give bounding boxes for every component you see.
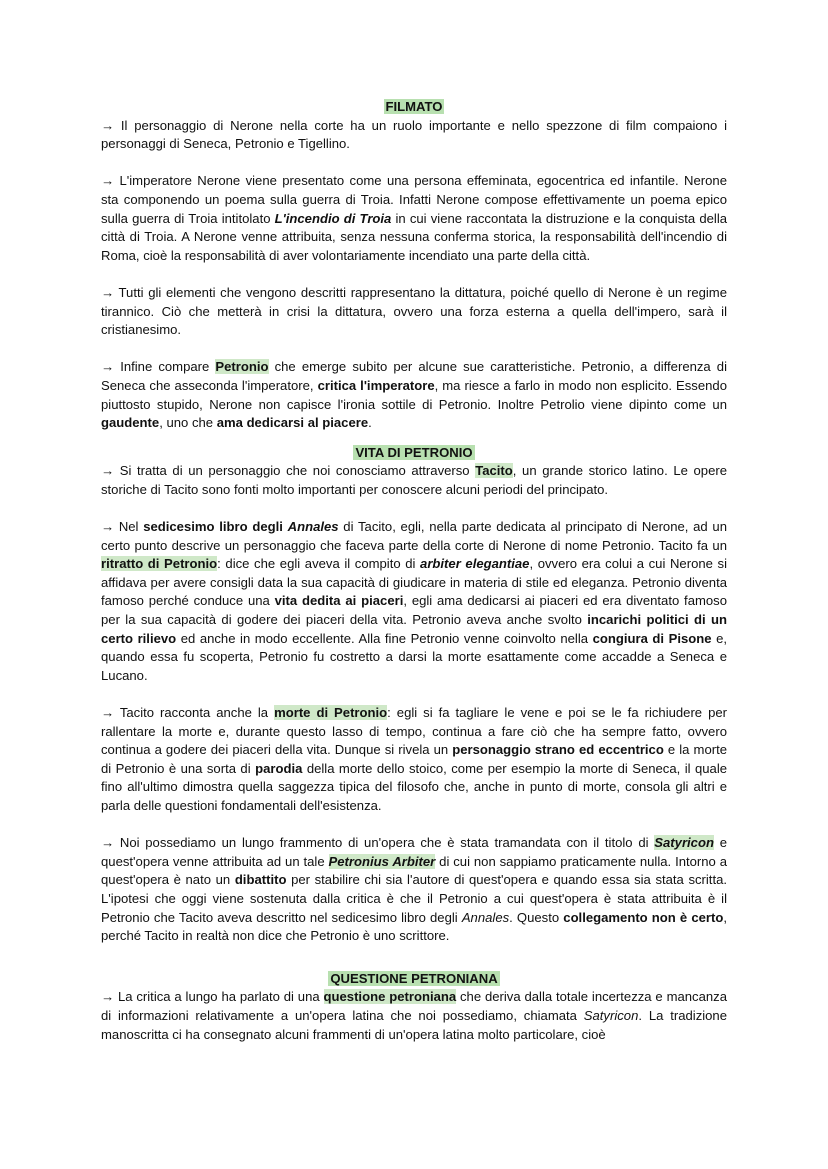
italic-work-title: Satyricon xyxy=(583,1007,639,1023)
heading-questione-text: QUESTIONE PETRONIANA xyxy=(330,970,498,986)
text-run: : egli si fa tagliare le vene e poi se le fa richiudere per rallentare la morte e, durante questo lasso di tempo, continua a fare ciò che ha sempre fatto, ovvero continua a godere dei piaceri della vita. Dunque si rivela un xyxy=(101,705,727,758)
heading-vita-text: VITA DI PETRONIO xyxy=(355,444,473,460)
bold-term: gaudente xyxy=(101,415,160,431)
text-run: , ma riesce a farlo in modo non esplicito. Essendo piuttosto stupido, Nerone non capisce l'ironia sottile di Petronio. Inoltre Petrolio viene dipinto come un xyxy=(101,377,727,412)
paragraph-vita-2 xyxy=(101,518,727,685)
highlighted-term: Tacito xyxy=(475,463,513,479)
text-run: → La critica a lungo ha parlato di una xyxy=(101,989,324,1005)
bold-term: vita dedita ai piaceri xyxy=(274,593,404,609)
bold-term: incarichi politici di un certo rilievo xyxy=(101,612,727,646)
text-run: ed anche in modo eccellente. Alla fine Petronio venne coinvolto nella xyxy=(176,630,593,646)
highlighted-work-title: Satyricon xyxy=(654,835,714,851)
highlighted-term: ritratto di Petronio xyxy=(101,556,218,572)
highlighted-name: Petronius Arbiter xyxy=(328,853,436,869)
text-run: , perché Tacito in realtà non dice che Petronio è uno scrittore. xyxy=(101,909,728,944)
text-run: → Nel xyxy=(101,519,144,535)
text-run: e la morte di Petronio è una sorta di xyxy=(101,742,728,776)
text-run: → Si tratta di un personaggio che noi conosciamo attraverso xyxy=(101,463,476,479)
bold-italic-term: arbiter elegantiae xyxy=(420,556,530,572)
text-run: . Questo xyxy=(509,909,564,925)
text-run: → Tacito racconta anche la xyxy=(101,705,275,720)
paragraph-questione-1 xyxy=(101,988,727,1044)
text-run: , un grande storico latino. Le opere storiche di Tacito sono fonti molto importanti per conoscere alcuni periodi del principato. xyxy=(101,463,728,497)
text-run: e, quando essa fu scoperta, Petronio fu costretto a darsi la morte esattamente come accadde a Seneca e Lucano. xyxy=(101,630,728,683)
text-run: in cui viene raccontata la distruzione e la conquista della città di Troia. A Nerone venne attribuita, senza nessuna conferma storica, la responsabilità dell'incendio di Roma, cioè la responsabilità di aver volontariamente incendiato una parte della città. xyxy=(101,210,728,263)
text-run: : dice che egli aveva il compito di xyxy=(217,556,421,572)
italic-work-title: Annales xyxy=(461,909,510,925)
bold-term: parodia xyxy=(255,760,303,776)
paragraph-vita-3 xyxy=(101,704,727,816)
bold-term: congiura di Pisone xyxy=(592,630,712,646)
text-run: . xyxy=(368,415,372,431)
highlighted-term: questione petroniana xyxy=(323,989,457,1005)
highlighted-term: morte di Petronio xyxy=(274,705,388,720)
document-page xyxy=(101,98,727,1044)
heading-questione-petroniana xyxy=(101,970,727,989)
text-run: della morte dello stoico, come per esempio la morte di Seneca, il quale fino all'ultimo dimostra quella saggezza tipica del filosofo che, anche in punto di morte, consola gli altri e parla delle questioni fondamentali dell'esistenza. xyxy=(101,760,728,813)
text-run: e quest'opera venne attribuita ad un tale xyxy=(101,835,727,869)
paragraph-vita-1 xyxy=(101,462,727,499)
text-run: per stabilire chi sia l'autore di quest'opera e quando essa sia stata scritta. L'ipotesi che oggi viene sostenuta dalla critica è che il Petronio a cui quest'opera è stata attribuita è il Petronio che Tacito aveva descritto nel sedicesimo libro degli xyxy=(101,872,728,925)
bold-term: dibattito xyxy=(234,872,287,888)
bold-term: ama dedicarsi al piacere xyxy=(216,415,369,431)
text-run: . La tradizione manoscritta ci ha consegnato alcuni frammenti di un'opera latina molto particolare, cioè xyxy=(101,1007,727,1042)
bold-term: sedicesimo libro degli xyxy=(143,519,288,535)
heading-filmato-text: FILMATO xyxy=(385,99,443,114)
text-run: , egli ama dedicarsi ai piaceri ed era diventato famoso per la sua capacità di godere dei piaceri della vita. Petronio aveva anche svolto xyxy=(101,593,727,628)
text-run: → Noi possediamo un lungo frammento di un'opera che è stata tramandata con il titolo di xyxy=(101,835,655,851)
heading-filmato xyxy=(101,98,727,117)
paragraph-filmato-4 xyxy=(101,358,727,432)
bold-term: personaggio strano ed eccentrico xyxy=(452,742,664,758)
bold-term: critica l'imperatore xyxy=(317,377,435,393)
highlighted-term: Petronio xyxy=(215,359,269,375)
text-run: → Infine compare xyxy=(101,359,216,375)
work-title: Annales xyxy=(287,519,339,535)
text-run: , uno che xyxy=(159,415,217,431)
text-run: di Tacito, egli, nella parte dedicata al principato di Nerone, ad un certo punto descrive un personaggio che faceva parte della corte di Nerone di nome Petronio. Tacito fa un xyxy=(101,519,727,553)
text-run: che emerge subito per alcune sue caratteristiche. Petronio, a differenza di Seneca che asseconda l'imperatore, xyxy=(101,359,728,393)
text-run: , ovvero era colui a cui Nerone si affidava per avere consigli data la sua capacità di giudicare in materia di stile ed eleganza. Petronio diventa famoso perché conduce una xyxy=(101,556,727,609)
bold-term: collegamento non è certo xyxy=(563,909,724,925)
text-run: di cui non sappiamo praticamente nulla. Intorno a quest'opera è nato un xyxy=(101,853,728,888)
paragraph-filmato-2 xyxy=(101,172,727,265)
text-run: → Tutti gli elementi che vengono descritti rappresentano la dittatura, poiché quello di Nerone è un regime tirannico. Ciò che metterà in crisi la dittatura, ovvero una forza esterna a quella dell'impero, sarà il cristianesimo. xyxy=(101,284,727,338)
paragraph-filmato-3 xyxy=(101,284,727,340)
paragraph-vita-4 xyxy=(101,834,727,946)
heading-vita-di-petronio xyxy=(101,444,727,463)
text-run: → L'imperatore Nerone viene presentato come una persona effeminata, egocentrica ed infantile. Nerone sta componendo un poema sulla guerra di Troia. Infatti Nerone compose effettivamente un poema epico sulla guerra di Troia intitolato xyxy=(101,173,727,226)
text-run: → Il personaggio di Nerone nella corte ha un ruolo importante e nello spezzone di film compaiono i personaggi di Seneca, Petronio e Tigellino. xyxy=(101,117,727,152)
paragraph-filmato-1 xyxy=(101,117,727,154)
text-run: che deriva dalla totale incertezza e mancanza di informazioni relativamente a un'opera latina che noi possediamo, chiamata xyxy=(101,989,727,1023)
work-title: L'incendio di Troia xyxy=(274,210,392,226)
